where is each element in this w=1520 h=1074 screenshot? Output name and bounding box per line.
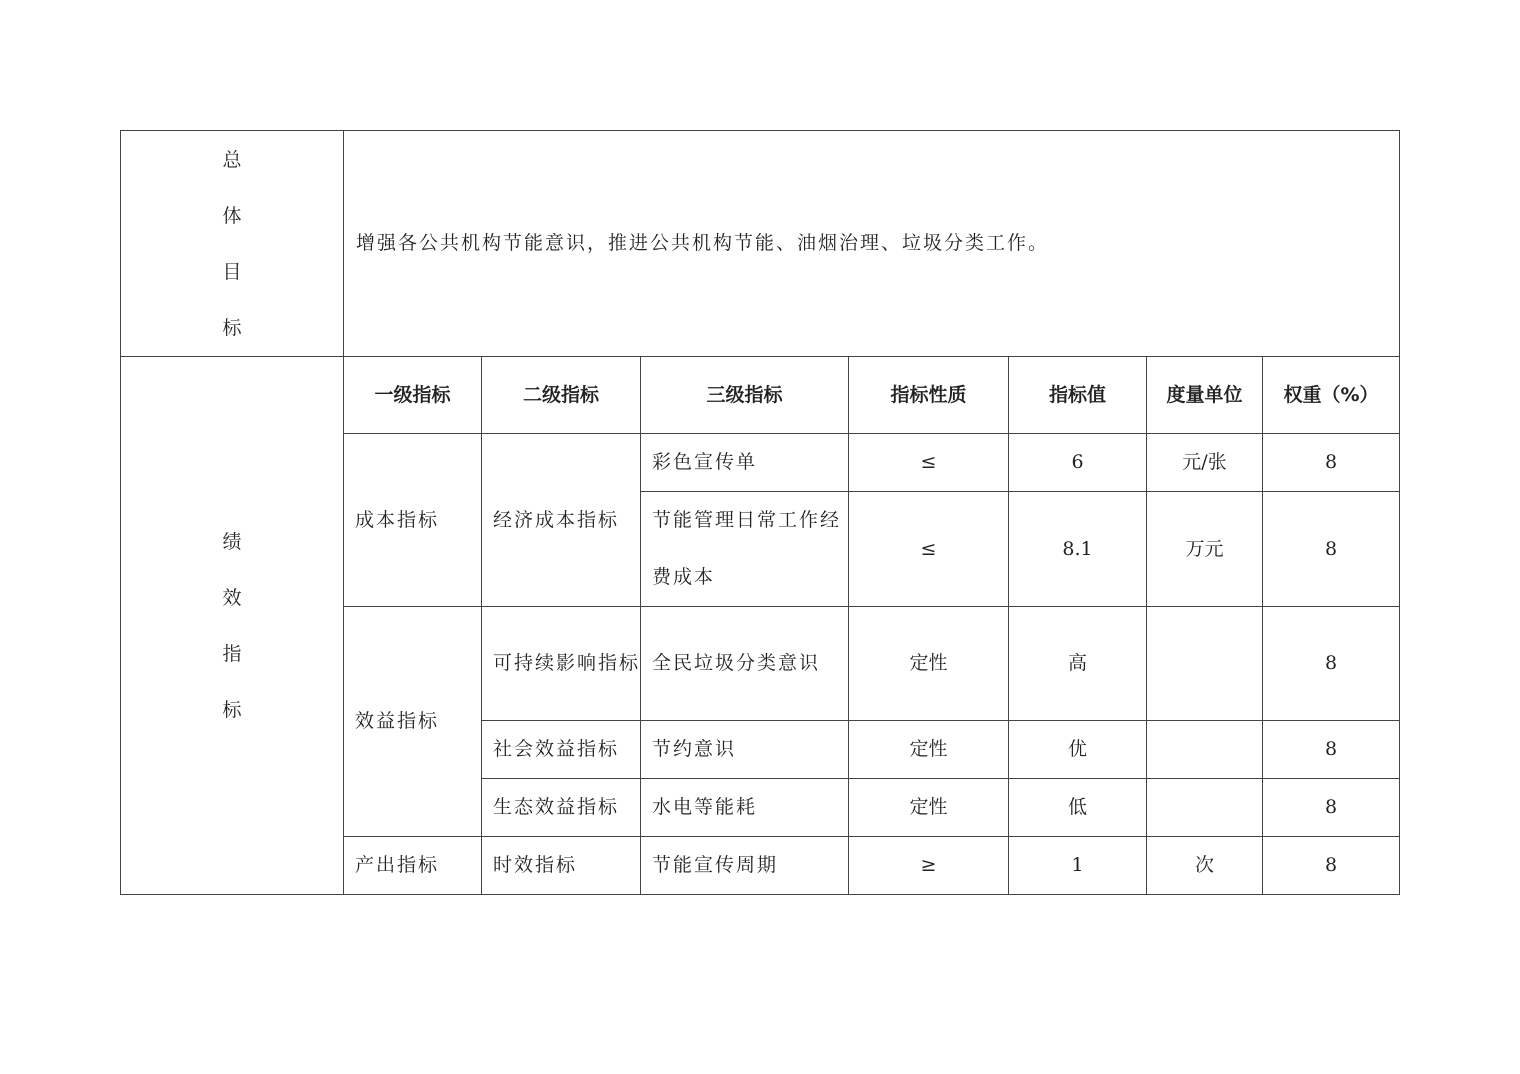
value-cell: 低 (1009, 779, 1147, 837)
header-value: 指标值 (1009, 357, 1147, 434)
header-weight: 权重（%） (1263, 357, 1400, 434)
level2-cell: 时效指标 (482, 837, 641, 895)
unit-cell: 万元 (1147, 492, 1263, 607)
level1-cell: 效益指标 (344, 607, 482, 837)
level3-cell: 节能宣传周期 (641, 837, 849, 895)
nature-cell: ≥ (849, 837, 1009, 895)
nature-cell: 定性 (849, 607, 1009, 721)
indicators-label-char: 绩 (222, 530, 242, 553)
goal-row (121, 131, 1400, 357)
goal-text: 增强各公共机构节能意识，推进公共机构节能、油烟治理、垃圾分类工作。 (344, 131, 1400, 357)
weight-cell: 8 (1263, 607, 1400, 721)
level2-cell: 生态效益指标 (482, 779, 641, 837)
header-row (121, 357, 1400, 434)
weight-cell: 8 (1263, 434, 1400, 492)
indicators-label-char: 标 (222, 698, 242, 721)
weight-cell: 8 (1263, 779, 1400, 837)
weight-cell: 8 (1263, 837, 1400, 895)
indicators-label-char: 指 (222, 642, 242, 665)
level3-cell: 彩色宣传单 (641, 434, 849, 492)
weight-cell: 8 (1263, 492, 1400, 607)
goal-label-char: 标 (222, 316, 242, 339)
unit-cell: 次 (1147, 837, 1263, 895)
value-cell: 8.1 (1009, 492, 1147, 607)
header-level1: 一级指标 (344, 357, 482, 434)
value-cell: 高 (1009, 607, 1147, 721)
level3-cell: 节约意识 (641, 721, 849, 779)
unit-cell: 元/张 (1147, 434, 1263, 492)
nature-cell: 定性 (849, 779, 1009, 837)
nature-cell: ≤ (849, 434, 1009, 492)
header-level3: 三级指标 (641, 357, 849, 434)
nature-cell: ≤ (849, 492, 1009, 607)
unit-cell (1147, 779, 1263, 837)
level2-cell: 可持续影响指标 (482, 607, 641, 721)
level3-cell: 水电等能耗 (641, 779, 849, 837)
value-cell: 6 (1009, 434, 1147, 492)
level3-cell: 节能管理日常工作经费成本 (641, 492, 849, 607)
value-cell: 1 (1009, 837, 1147, 895)
indicators-label (121, 357, 344, 895)
header-level2: 二级指标 (482, 357, 641, 434)
value-cell: 优 (1009, 721, 1147, 779)
level1-cell: 成本指标 (344, 434, 482, 607)
weight-cell: 8 (1263, 721, 1400, 779)
header-nature: 指标性质 (849, 357, 1009, 434)
level2-cell: 社会效益指标 (482, 721, 641, 779)
unit-cell (1147, 721, 1263, 779)
nature-cell: 定性 (849, 721, 1009, 779)
goal-label (121, 131, 344, 357)
goal-label-char: 目 (222, 260, 242, 283)
level3-cell: 全民垃圾分类意识 (641, 607, 849, 721)
goal-label-char: 体 (222, 204, 242, 227)
level2-cell: 经济成本指标 (482, 434, 641, 607)
goal-label-char: 总 (222, 148, 242, 171)
level1-cell: 产出指标 (344, 837, 482, 895)
unit-cell (1147, 607, 1263, 721)
indicators-label-char: 效 (222, 586, 242, 609)
header-unit: 度量单位 (1147, 357, 1263, 434)
performance-table (120, 130, 1400, 895)
